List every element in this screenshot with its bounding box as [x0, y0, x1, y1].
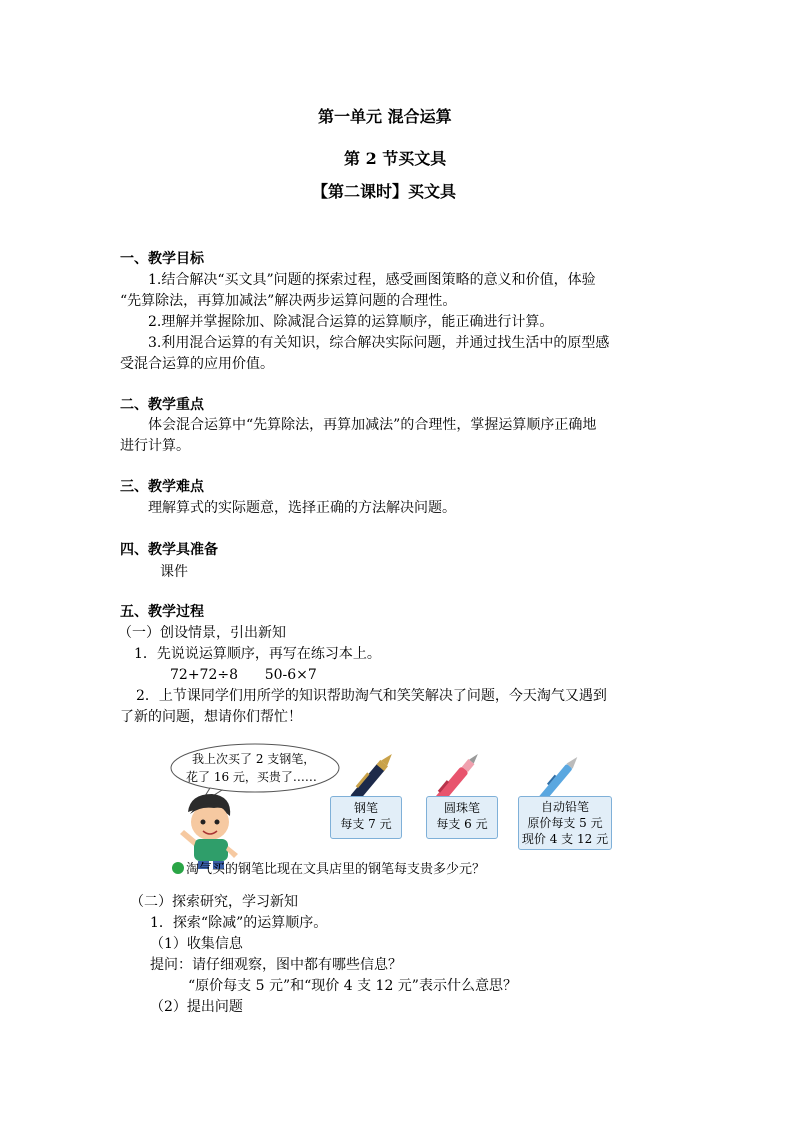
card-price: 每支 6 元	[436, 817, 488, 831]
goal-item-1-line1: 1.结合解决“买文具”问题的探索过程，感受画图策略的意义和价值，体验	[148, 272, 596, 288]
price-card-ballpoint-pen	[426, 796, 498, 839]
difficulties-heading: 三、教学难点	[120, 479, 204, 495]
lesson-title: 【第二课时】买文具	[312, 182, 457, 201]
process-part2-heading: （二）探索研究，学习新知	[130, 894, 298, 910]
process-sub1: （1）收集信息	[150, 936, 243, 952]
price-card-fountain-pen	[330, 796, 402, 839]
unit-title: 第一单元 混合运算	[318, 107, 452, 126]
process-explore1: 1．探索“除减”的运算顺序。	[150, 915, 328, 931]
process-heading: 五、教学过程	[120, 604, 204, 620]
card-name: 圆珠笔	[443, 801, 480, 815]
price-card-mechanical-pencil	[518, 796, 612, 850]
goal-item-2: 2.理解并掌握除加、除减混合运算的运算顺序，能正确进行计算。	[148, 314, 554, 330]
process-step1: 1．先说说运算顺序，再写在练习本上。	[134, 646, 381, 662]
tools-heading: 四、教学具准备	[120, 542, 218, 558]
bubble-line-2: 花了 16 元，买贵了……	[186, 770, 317, 784]
green-dot-icon	[172, 862, 184, 874]
card-name: 钢笔	[353, 801, 378, 815]
process-sub2: （2）提出问题	[150, 999, 243, 1015]
question-text: 淘气买的钢笔比现在文具店里的钢笔每支贵多少元？	[186, 862, 486, 877]
goals-heading: 一、教学目标	[120, 251, 204, 267]
section-title: 第 2 节买文具	[344, 149, 447, 168]
card-price-2: 现价 4 支 12 元	[521, 832, 609, 846]
illustration-question	[172, 858, 485, 877]
key-points-heading: 二、教学重点	[120, 397, 204, 413]
card-name: 自动铅笔	[540, 800, 589, 814]
process-prompt: 提问：请仔细观察，图中都有哪些信息？	[150, 957, 402, 973]
key-points-line2: 进行计算。	[120, 438, 190, 454]
process-step2-line1: 2．上节课同学们用所学的知识帮助淘气和笑笑解决了问题，今天淘气又遇到	[136, 688, 607, 704]
process-part1-heading: （一）创设情景，引出新知	[118, 625, 286, 641]
bubble-line-1: 我上次买了 2 支钢笔，	[192, 752, 316, 766]
process-prompt2: “原价每支 5 元”和“现价 4 支 12 元”表示什么意思？	[188, 978, 517, 994]
process-step2-line2: 了新的问题，想请你们帮忙！	[120, 709, 302, 725]
key-points-line1: 体会混合运算中“先算除法，再算加减法”的合理性，掌握运算顺序正确地	[148, 417, 597, 433]
difficulties-line1: 理解算式的实际题意，选择正确的方法解决问题。	[148, 500, 456, 516]
card-price: 每支 7 元	[340, 817, 392, 831]
card-price: 原价每支 5 元	[527, 816, 603, 830]
goal-item-3-line1: 3.利用混合运算的有关知识，综合解决实际问题，并通过找生活中的原型感	[148, 335, 610, 351]
goal-item-1-line2: “先算除法，再算加减法”解决两步运算问题的合理性。	[120, 293, 457, 309]
textbook-illustration	[170, 742, 610, 882]
goal-item-3-line2: 受混合运算的应用价值。	[120, 356, 274, 372]
tools-line1: 课件	[160, 564, 188, 580]
process-exercises: 72+72÷8 50-6×7	[170, 667, 317, 683]
